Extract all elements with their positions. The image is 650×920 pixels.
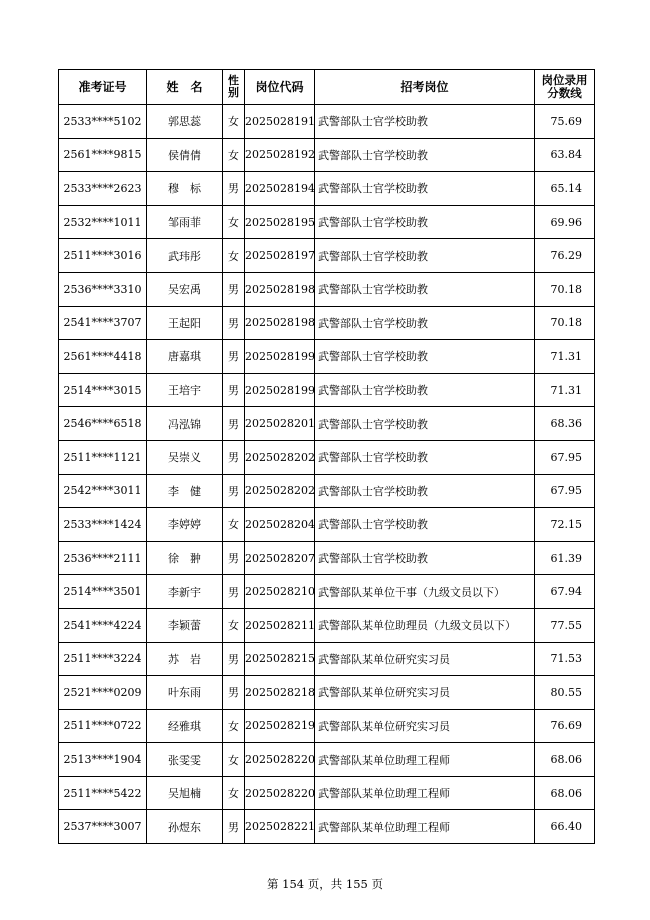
header-score-line2: 分数线 xyxy=(547,86,582,100)
table-row xyxy=(59,407,595,441)
cell-gender: 女 xyxy=(223,239,245,273)
header-gender-line1: 性 xyxy=(228,74,239,87)
table-row xyxy=(59,642,595,676)
cell-post-code: 2025028204 xyxy=(245,508,315,542)
cell-post-code: 2025028221 xyxy=(245,810,315,844)
cell-exam-no: 2533****2623 xyxy=(59,172,147,206)
footer-mid: 页，共 xyxy=(307,877,343,891)
table-row xyxy=(59,440,595,474)
cell-post-code: 2025028219 xyxy=(245,709,315,743)
cell-gender: 男 xyxy=(223,575,245,609)
cell-name: 李新宇 xyxy=(147,575,223,609)
header-gender xyxy=(223,70,245,105)
cell-post: 武警部队士官学校助教 xyxy=(315,306,535,340)
header-gender-line2: 别 xyxy=(228,86,239,99)
cell-gender: 男 xyxy=(223,676,245,710)
cell-name: 李 健 xyxy=(147,474,223,508)
cell-exam-no: 2537****3007 xyxy=(59,810,147,844)
cell-gender: 男 xyxy=(223,172,245,206)
cell-gender: 女 xyxy=(223,709,245,743)
cell-post: 武警部队士官学校助教 xyxy=(315,474,535,508)
table-row xyxy=(59,575,595,609)
cell-exam-no: 2513****1904 xyxy=(59,743,147,777)
cell-exam-no: 2561****9815 xyxy=(59,138,147,172)
cell-score: 63.84 xyxy=(535,138,595,172)
cell-score: 67.95 xyxy=(535,440,595,474)
cell-post-code: 2025028199 xyxy=(245,340,315,374)
cell-score: 67.94 xyxy=(535,575,595,609)
header-name: 姓 名 xyxy=(147,70,223,105)
footer-page-number: 154 xyxy=(282,877,305,891)
cell-post: 武警部队某单位研究实习员 xyxy=(315,642,535,676)
cell-exam-no: 2532****1011 xyxy=(59,205,147,239)
table-row xyxy=(59,743,595,777)
cell-score: 69.96 xyxy=(535,205,595,239)
cell-exam-no: 2536****3310 xyxy=(59,272,147,306)
cell-post: 武警部队某单位助理工程师 xyxy=(315,776,535,810)
cell-score: 72.15 xyxy=(535,508,595,542)
cell-gender: 女 xyxy=(223,138,245,172)
table-header-row xyxy=(59,70,595,105)
cell-name: 吴崇义 xyxy=(147,440,223,474)
cell-score: 70.18 xyxy=(535,306,595,340)
cell-gender: 男 xyxy=(223,541,245,575)
cell-score: 77.55 xyxy=(535,608,595,642)
cell-post: 武警部队士官学校助教 xyxy=(315,138,535,172)
table-row xyxy=(59,138,595,172)
cell-exam-no: 2561****4418 xyxy=(59,340,147,374)
cell-name: 邹雨菲 xyxy=(147,205,223,239)
cell-gender: 男 xyxy=(223,373,245,407)
cell-exam-no: 2533****5102 xyxy=(59,105,147,139)
cell-exam-no: 2511****5422 xyxy=(59,776,147,810)
cell-post: 武警部队某单位研究实习员 xyxy=(315,676,535,710)
cell-post: 武警部队某单位助理工程师 xyxy=(315,810,535,844)
cell-post-code: 2025028220 xyxy=(245,776,315,810)
cell-post: 武警部队士官学校助教 xyxy=(315,272,535,306)
table-row xyxy=(59,340,595,374)
cell-gender: 女 xyxy=(223,508,245,542)
cell-exam-no: 2533****1424 xyxy=(59,508,147,542)
cell-gender: 男 xyxy=(223,340,245,374)
cell-name: 穆 标 xyxy=(147,172,223,206)
table-row xyxy=(59,776,595,810)
cell-gender: 女 xyxy=(223,205,245,239)
header-score-line1: 岗位录用 xyxy=(541,73,588,87)
cell-post: 武警部队士官学校助教 xyxy=(315,541,535,575)
cell-gender: 男 xyxy=(223,474,245,508)
cell-exam-no: 2536****2111 xyxy=(59,541,147,575)
table-row xyxy=(59,676,595,710)
cell-post: 武警部队士官学校助教 xyxy=(315,407,535,441)
cell-score: 65.14 xyxy=(535,172,595,206)
header-exam-no: 准考证号 xyxy=(59,70,147,105)
table-row xyxy=(59,373,595,407)
cell-gender: 女 xyxy=(223,743,245,777)
cell-gender: 男 xyxy=(223,306,245,340)
cell-gender: 男 xyxy=(223,440,245,474)
cell-name: 吴宏禹 xyxy=(147,272,223,306)
cell-name: 张雯雯 xyxy=(147,743,223,777)
cell-post-code: 2025028191 xyxy=(245,105,315,139)
cell-exam-no: 2511****0722 xyxy=(59,709,147,743)
cell-name: 徐 翀 xyxy=(147,541,223,575)
cell-exam-no: 2511****3224 xyxy=(59,642,147,676)
cell-gender: 女 xyxy=(223,776,245,810)
cell-post: 武警部队士官学校助教 xyxy=(315,205,535,239)
cell-name: 叶东雨 xyxy=(147,676,223,710)
cell-post-code: 2025028215 xyxy=(245,642,315,676)
cell-post-code: 2025028194 xyxy=(245,172,315,206)
cell-name: 冯泓锦 xyxy=(147,407,223,441)
cell-score: 66.40 xyxy=(535,810,595,844)
cell-name: 王起阳 xyxy=(147,306,223,340)
cell-score: 80.55 xyxy=(535,676,595,710)
cell-post-code: 2025028195 xyxy=(245,205,315,239)
table-row xyxy=(59,474,595,508)
footer-suffix: 页 xyxy=(371,877,384,891)
cell-post-code: 2025028199 xyxy=(245,373,315,407)
cell-name: 经雅琪 xyxy=(147,709,223,743)
cell-score: 76.29 xyxy=(535,239,595,273)
cell-post: 武警部队某单位干事（九级文员以下） xyxy=(315,575,535,609)
cell-name: 孙煜东 xyxy=(147,810,223,844)
cell-score: 71.31 xyxy=(535,373,595,407)
cell-name: 吴旭楠 xyxy=(147,776,223,810)
cell-post-code: 2025028198 xyxy=(245,272,315,306)
table-row xyxy=(59,272,595,306)
table-row xyxy=(59,810,595,844)
cell-score: 68.06 xyxy=(535,776,595,810)
table-row xyxy=(59,608,595,642)
cell-exam-no: 2511****1121 xyxy=(59,440,147,474)
cell-post: 武警部队士官学校助教 xyxy=(315,172,535,206)
cell-name: 郭思蕊 xyxy=(147,105,223,139)
table-row xyxy=(59,508,595,542)
cell-score: 61.39 xyxy=(535,541,595,575)
cell-exam-no: 2541****3707 xyxy=(59,306,147,340)
cell-post-code: 2025028198 xyxy=(245,306,315,340)
cell-exam-no: 2521****0209 xyxy=(59,676,147,710)
cell-post: 武警部队士官学校助教 xyxy=(315,440,535,474)
cell-name: 李婷婷 xyxy=(147,508,223,542)
cell-post-code: 2025028201 xyxy=(245,407,315,441)
cell-exam-no: 2514****3501 xyxy=(59,575,147,609)
table-row xyxy=(59,709,595,743)
header-post-code: 岗位代码 xyxy=(245,70,315,105)
cell-post-code: 2025028210 xyxy=(245,575,315,609)
table-row xyxy=(59,541,595,575)
cell-post-code: 2025028211 xyxy=(245,608,315,642)
footer-prefix: 第 xyxy=(266,877,279,891)
header-score xyxy=(535,70,595,105)
table-body xyxy=(59,105,595,844)
cell-gender: 男 xyxy=(223,810,245,844)
cell-exam-no: 2511****3016 xyxy=(59,239,147,273)
cell-exam-no: 2542****3011 xyxy=(59,474,147,508)
footer-total-pages: 155 xyxy=(345,877,368,891)
cell-name: 王培宇 xyxy=(147,373,223,407)
cell-post: 武警部队某单位助理员（九级文员以下） xyxy=(315,608,535,642)
cell-gender: 男 xyxy=(223,642,245,676)
cell-score: 71.53 xyxy=(535,642,595,676)
table-row xyxy=(59,239,595,273)
cell-name: 苏 岩 xyxy=(147,642,223,676)
cell-score: 67.95 xyxy=(535,474,595,508)
cell-exam-no: 2541****4224 xyxy=(59,608,147,642)
table-row xyxy=(59,205,595,239)
cell-name: 侯倩倩 xyxy=(147,138,223,172)
cell-name: 唐嘉琪 xyxy=(147,340,223,374)
cell-post-code: 2025028220 xyxy=(245,743,315,777)
cell-post-code: 2025028202 xyxy=(245,440,315,474)
cell-post: 武警部队某单位研究实习员 xyxy=(315,709,535,743)
cell-post-code: 2025028218 xyxy=(245,676,315,710)
cell-name: 武玮彤 xyxy=(147,239,223,273)
score-table xyxy=(58,69,595,844)
cell-score: 70.18 xyxy=(535,272,595,306)
cell-score: 68.36 xyxy=(535,407,595,441)
cell-exam-no: 2546****6518 xyxy=(59,407,147,441)
table-row xyxy=(59,105,595,139)
cell-post: 武警部队士官学校助教 xyxy=(315,340,535,374)
cell-post: 武警部队士官学校助教 xyxy=(315,239,535,273)
cell-post-code: 2025028192 xyxy=(245,138,315,172)
cell-post-code: 2025028207 xyxy=(245,541,315,575)
cell-gender: 女 xyxy=(223,105,245,139)
cell-post: 武警部队士官学校助教 xyxy=(315,508,535,542)
cell-post: 武警部队士官学校助教 xyxy=(315,373,535,407)
cell-post-code: 2025028197 xyxy=(245,239,315,273)
cell-name: 李颖蕾 xyxy=(147,608,223,642)
cell-gender: 男 xyxy=(223,272,245,306)
cell-exam-no: 2514****3015 xyxy=(59,373,147,407)
table-row xyxy=(59,306,595,340)
cell-score: 71.31 xyxy=(535,340,595,374)
cell-score: 75.69 xyxy=(535,105,595,139)
cell-post: 武警部队某单位助理工程师 xyxy=(315,743,535,777)
header-post: 招考岗位 xyxy=(315,70,535,105)
cell-score: 68.06 xyxy=(535,743,595,777)
cell-score: 76.69 xyxy=(535,709,595,743)
cell-post-code: 2025028202 xyxy=(245,474,315,508)
cell-gender: 男 xyxy=(223,407,245,441)
table-row xyxy=(59,172,595,206)
cell-gender: 女 xyxy=(223,608,245,642)
cell-post: 武警部队士官学校助教 xyxy=(315,105,535,139)
page-footer xyxy=(0,876,650,892)
